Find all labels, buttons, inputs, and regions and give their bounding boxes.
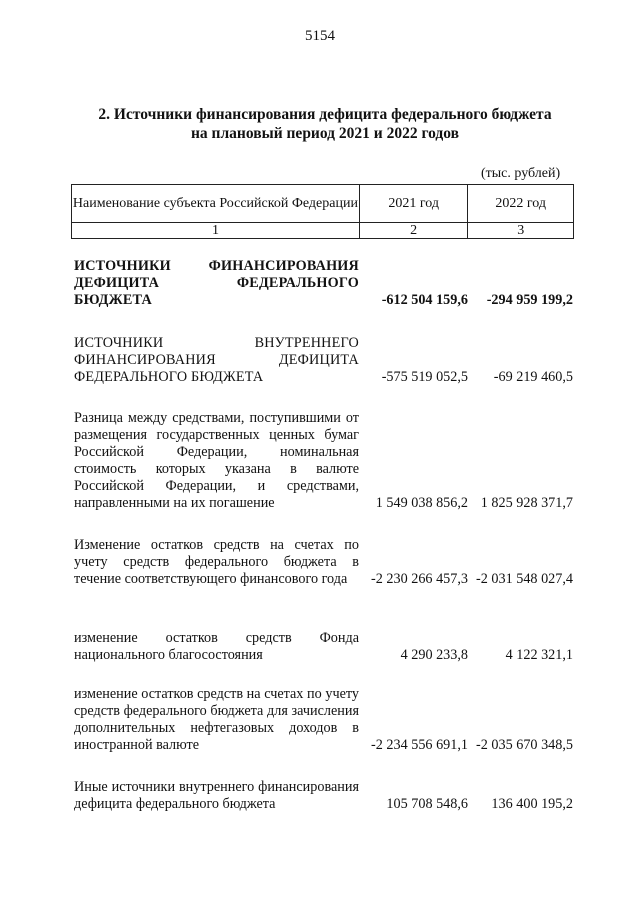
row-name: ИСТОЧНИКИ ВНУТРЕННЕГО ФИНАНСИРОВАНИЯ ДЕФИЦИТА ФЕДЕРАЛЬНОГО БЮДЖЕТА [74,335,359,385]
table-row-welfare-fund-change [74,630,574,664]
row-name: Изменение остатков средств на счетах по учету средств федерального бюджета в течение соответствующего финансового года [74,537,359,587]
row-value-2021: -2 234 556 691,1 [371,737,468,753]
column-header-2021: 2021 год [359,185,468,223]
row-value-2022: -294 959 199,2 [486,292,573,308]
units-label: (тыс. рублей) [481,166,561,181]
table-row-oil-gas-revenue-change [74,686,574,754]
row-value-2021: -2 230 266 457,3 [371,571,468,587]
row-value-2022: -2 031 548 027,4 [476,571,573,587]
table-row-balance-change [74,537,574,588]
row-value-2022: 1 825 928 371,7 [480,495,573,511]
row-value-2021: -575 519 052,5 [381,369,468,385]
row-value-2022: -69 219 460,5 [493,369,573,385]
table-row-total-sources [74,258,574,309]
row-value-2022: 136 400 195,2 [491,796,573,812]
table-header [71,184,574,239]
row-name: изменение остатков средств на счетах по учету средств федерального бюджета для зачисления дополнительных нефтегазовых доходов в иностранной валюте [74,686,359,753]
row-value-2022: -2 035 670 348,5 [476,737,573,753]
row-value-2021: 105 708 548,6 [386,796,468,812]
table-row-securities-difference [74,410,574,512]
document-title [60,105,590,143]
column-number-3: 3 [468,223,574,239]
title-line-1: 2. Источники финансирования дефицита федерального бюджета [98,106,552,123]
title-line-2: на плановый период 2021 и 2022 годов [191,125,459,142]
column-number-2: 2 [359,223,468,239]
column-number-1: 1 [72,223,360,239]
row-name: изменение остатков средств Фонда национального благосостояния [74,630,359,663]
row-name: Разница между средствами, поступившими от размещения государственных ценных бумаг Российской Федерации, номинальная стоимость которых указана в валюте Российской Федерации, и средствами, направленными на их погашение [74,410,359,511]
page-number: 5154 [305,28,335,44]
row-value-2021: 1 549 038 856,2 [375,495,468,511]
column-header-2022: 2022 год [468,185,574,223]
table-row-internal-sources [74,335,574,386]
table-row-other-internal-sources [74,779,574,813]
row-name: Иные источники внутреннего финансирования дефицита федерального бюджета [74,779,359,812]
row-name: ИСТОЧНИКИ ФИНАНСИРОВАНИЯ ДЕФИЦИТА ФЕДЕРАЛЬНОГО БЮДЖЕТА [74,258,359,308]
row-value-2022: 4 122 321,1 [505,647,573,663]
row-value-2021: 4 290 233,8 [400,647,468,663]
column-header-name: Наименование субъекта Российской Федерации [72,185,360,223]
row-value-2021: -612 504 159,6 [381,292,468,308]
